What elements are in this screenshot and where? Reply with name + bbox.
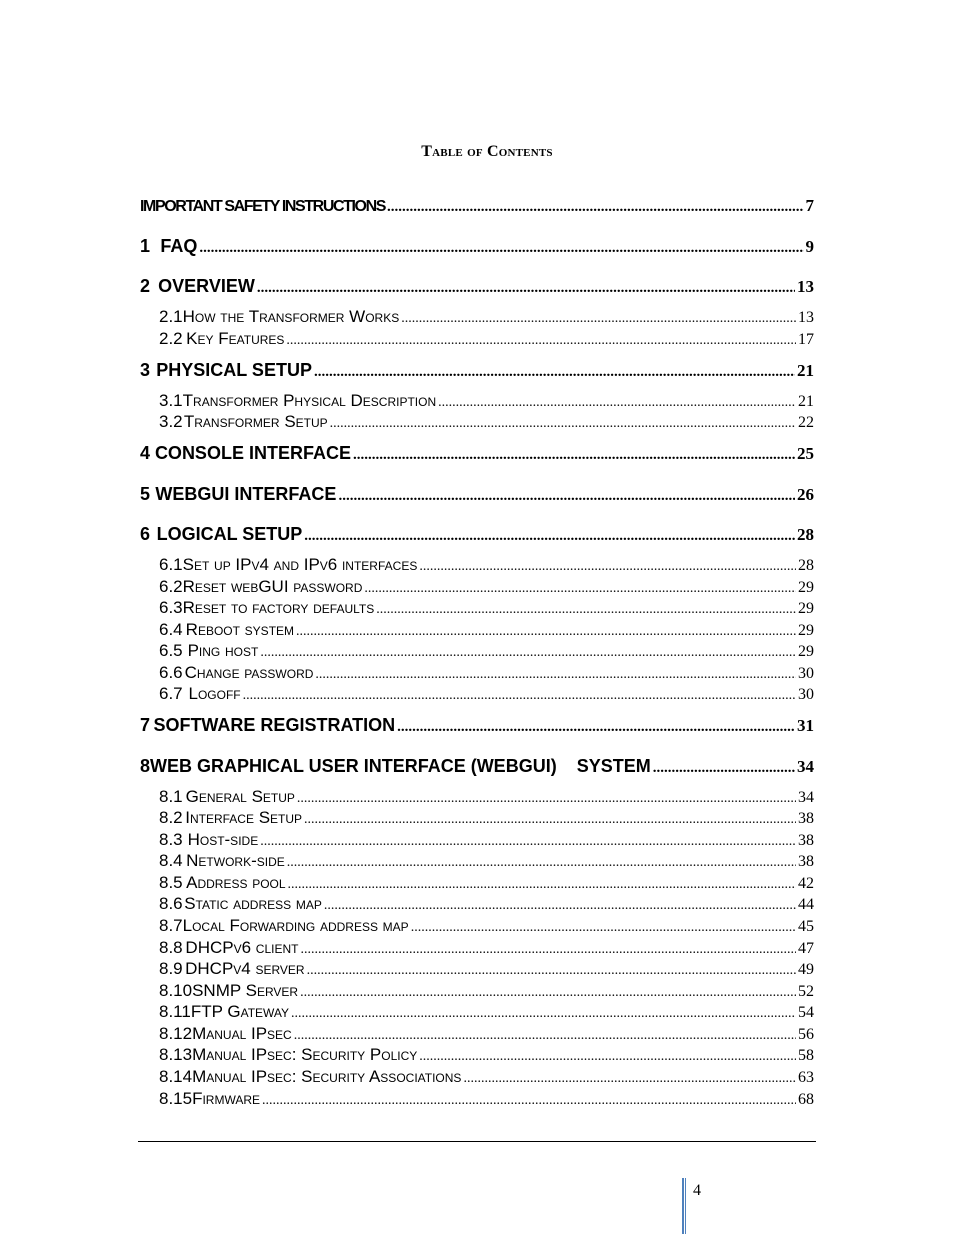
- toc-entry-label: General Setup: [185, 787, 295, 806]
- page-number-bar: [682, 1178, 684, 1234]
- toc-entry-number: 8.14: [159, 1067, 193, 1086]
- toc-entry-page: 13: [798, 309, 814, 326]
- toc-entry-page: 68: [798, 1091, 814, 1108]
- toc-entry-section[interactable]: [159, 808, 814, 830]
- toc-entry-section[interactable]: [159, 981, 814, 1003]
- toc-entry-section[interactable]: [159, 916, 814, 938]
- toc-entry-section[interactable]: [159, 663, 814, 685]
- dot-leader: [288, 877, 796, 893]
- dot-leader: [315, 667, 796, 683]
- toc-entry-number: 6: [140, 524, 151, 544]
- toc-entry-number: 8.6: [159, 894, 183, 913]
- toc-entry-section[interactable]: [159, 1024, 814, 1046]
- toc-entry-number: 1: [140, 236, 151, 256]
- dot-leader: [397, 719, 795, 736]
- dot-leader: [262, 1093, 796, 1109]
- toc-entry-number: 7: [140, 715, 151, 735]
- toc-entry-page: 44: [798, 896, 814, 913]
- toc-entry-label: Interface Setup: [185, 808, 303, 827]
- toc-entry-label: Local Forwarding address map: [182, 916, 409, 935]
- toc-entry-label: Host-side: [187, 830, 259, 849]
- toc-entry-page: 28: [798, 557, 814, 574]
- dot-leader: [294, 1028, 796, 1044]
- toc-entry-number: 8.9: [159, 959, 183, 978]
- toc-entry-label: CONSOLE INTERFACE: [154, 443, 351, 463]
- toc-entry-section[interactable]: [159, 684, 814, 706]
- toc-entry-number: 8.15: [159, 1089, 193, 1108]
- toc-entry-label: Reboot system: [185, 620, 295, 639]
- toc-entry-section[interactable]: [159, 412, 814, 434]
- dot-leader: [297, 791, 796, 807]
- toc-entry-section[interactable]: [159, 830, 814, 852]
- toc-entry-chapter[interactable]: [140, 443, 814, 465]
- dot-leader: [314, 364, 795, 381]
- toc-entry-page: 42: [798, 875, 814, 892]
- toc-entry-page: 30: [798, 665, 814, 682]
- toc-entry-number: 8.4: [159, 851, 183, 870]
- toc-entry-label: WEBGUI INTERFACE: [155, 484, 337, 504]
- dot-leader: [387, 199, 803, 216]
- toc-entry-page: 26: [797, 485, 814, 504]
- dot-leader: [353, 447, 795, 464]
- toc-entry-label: Set up IPv4 and IPv6 interfaces: [182, 555, 418, 574]
- toc-entry-label: LOGICAL SETUP: [156, 524, 303, 544]
- toc-entry-number: 8.7: [159, 916, 183, 935]
- dot-leader: [304, 528, 795, 545]
- dot-leader: [260, 834, 796, 850]
- toc-entry-section[interactable]: [159, 787, 814, 809]
- toc-entry-label: Manual IPsec: [192, 1024, 292, 1043]
- toc-entry-page: 38: [798, 832, 814, 849]
- toc-entry-label: Logoff: [188, 684, 241, 703]
- toc-entry-number: 8.8: [159, 938, 183, 957]
- toc-entry-label: PHYSICAL SETUP: [156, 360, 312, 380]
- toc-entry-number: 8.2: [159, 808, 183, 827]
- toc-entry-page: 52: [798, 983, 814, 1000]
- toc-entry-number: 8.10: [159, 981, 193, 1000]
- toc-entry-label: Transformer Setup: [183, 412, 328, 431]
- dot-leader: [300, 985, 796, 1001]
- dot-leader: [419, 559, 796, 575]
- toc-entry-number: 6.2: [159, 577, 183, 596]
- toc-entry-section[interactable]: [159, 329, 814, 351]
- toc-entry-page: 21: [797, 361, 814, 380]
- dot-leader: [286, 333, 796, 349]
- toc-entry-label: Ping host: [187, 641, 259, 660]
- dot-leader: [257, 280, 795, 297]
- toc-entry-section[interactable]: [159, 555, 814, 577]
- dot-leader: [296, 624, 796, 640]
- toc-entry-section[interactable]: [159, 851, 814, 873]
- toc-entry-number: 6.7: [159, 684, 183, 703]
- toc-entry-label: WEB GRAPHICAL USER INTERFACE (WEBGUI) SYSTEM: [150, 756, 651, 776]
- toc-entry-section[interactable]: [159, 873, 814, 895]
- footer-rule: [138, 1141, 816, 1142]
- dot-leader: [199, 240, 803, 257]
- toc-entry-page: 34: [798, 789, 814, 806]
- toc-entry-safety[interactable]: [140, 196, 814, 218]
- toc-entry-number: 5: [140, 484, 151, 504]
- dot-leader: [330, 416, 796, 432]
- toc-entry-page: 58: [798, 1047, 814, 1064]
- dot-leader: [463, 1071, 796, 1087]
- toc-entry-label: Manual IPsec: Security Policy: [192, 1045, 418, 1064]
- toc-entry-section[interactable]: [159, 577, 814, 599]
- dot-leader: [338, 488, 795, 505]
- toc-entry-section[interactable]: [159, 598, 814, 620]
- toc-entry-section[interactable]: [159, 1089, 814, 1111]
- toc-entry-number: 6.1: [159, 555, 183, 574]
- toc-entry-page: 29: [798, 600, 814, 617]
- toc-entry-section[interactable]: [159, 307, 814, 329]
- page-number-bar-inner: [685, 1178, 686, 1234]
- toc-entry-number: 2.1: [159, 307, 183, 326]
- toc-entry-label: IMPORTANT SAFETY INSTRUCTIONS: [140, 198, 386, 215]
- toc-entry-page: 34: [797, 757, 814, 776]
- toc-entry-number: 8.13: [159, 1045, 193, 1064]
- toc-entry-number: 6.3: [159, 598, 183, 617]
- toc-entry-label: FAQ: [160, 236, 198, 256]
- toc-entry-label: OVERVIEW: [158, 276, 255, 296]
- toc-entry-page: 22: [798, 414, 814, 431]
- toc-entry-label: SOFTWARE REGISTRATION: [153, 715, 396, 735]
- dot-leader: [287, 855, 796, 871]
- toc-entry-page: 45: [798, 918, 814, 935]
- toc-entry-label: DHCPv6 client: [185, 938, 299, 957]
- toc-entry-number: 6.6: [159, 663, 183, 682]
- toc-entry-section[interactable]: [159, 620, 814, 642]
- toc-entry-page: 21: [798, 393, 814, 410]
- dot-leader: [411, 920, 796, 936]
- dot-leader: [300, 942, 796, 958]
- toc-entry-section[interactable]: [159, 1067, 814, 1089]
- toc-entry-page: 9: [805, 237, 814, 256]
- toc-entry-number: 3.2: [159, 412, 183, 431]
- toc-entry-number: 8.5: [159, 873, 183, 892]
- toc-entry-page: 38: [798, 810, 814, 827]
- toc-entry-page: 63: [798, 1069, 814, 1086]
- toc-entry-label: Key Features: [186, 329, 285, 348]
- toc-entry-section[interactable]: [159, 938, 814, 960]
- page-number: 4: [693, 1182, 701, 1199]
- toc-entry-label: Static address map: [184, 894, 322, 913]
- toc-entry-section[interactable]: [159, 959, 814, 981]
- toc-entry-number: 4: [140, 443, 151, 463]
- toc-entry-page: 30: [798, 686, 814, 703]
- dot-leader: [324, 898, 796, 914]
- toc-entry-number: 3.1: [159, 391, 183, 410]
- toc-entry-label: Reset to factory defaults: [182, 598, 375, 617]
- toc-entry-number: 6.4: [159, 620, 183, 639]
- toc-title: Table of Contents: [421, 143, 553, 160]
- toc-entry-number: 8: [140, 756, 151, 776]
- toc-entry-page: 13: [797, 277, 814, 296]
- dot-leader: [291, 1006, 796, 1022]
- toc-entry-label: Manual IPsec: Security Associations: [192, 1067, 462, 1086]
- toc-entry-page: 7: [805, 196, 814, 215]
- toc-entry-label: SNMP Server: [192, 981, 299, 1000]
- toc-entry-section[interactable]: [159, 1045, 814, 1067]
- toc-entry-number: 2.2: [159, 329, 183, 348]
- toc-entry-section[interactable]: [159, 391, 814, 413]
- toc-entry-number: 8.11: [159, 1002, 191, 1021]
- toc-entry-chapter[interactable]: [140, 360, 814, 382]
- toc-entry-page: 29: [798, 579, 814, 596]
- toc-entry-page: 29: [798, 622, 814, 639]
- toc-entry-chapter[interactable]: [140, 484, 814, 506]
- toc-entry-section[interactable]: [159, 1002, 814, 1024]
- dot-leader: [419, 1049, 796, 1065]
- toc-entry-chapter[interactable]: [140, 276, 814, 298]
- toc-entry-section[interactable]: [159, 894, 814, 916]
- toc-entry-page: 47: [798, 940, 814, 957]
- toc-entry-page: 54: [798, 1004, 814, 1021]
- toc-entry-number: 8.1: [159, 787, 183, 806]
- toc-entry-chapter[interactable]: [140, 756, 814, 778]
- toc-entry-page: 49: [798, 961, 814, 978]
- dot-leader: [438, 395, 796, 411]
- dot-leader: [401, 311, 796, 327]
- toc-entry-page: 25: [797, 444, 814, 463]
- toc-entry-label: Change password: [184, 663, 314, 682]
- toc-entry-label: Network-side: [186, 851, 285, 870]
- toc-entry-label: FTP Gateway: [190, 1002, 290, 1021]
- toc-entry-page: 28: [797, 525, 814, 544]
- toc-entry-page: 17: [798, 331, 814, 348]
- toc-entry-label: Address pool: [186, 873, 286, 892]
- dot-leader: [243, 688, 796, 704]
- toc-entry-number: 8.3: [159, 830, 183, 849]
- toc-entry-label: How the Transformer Works: [182, 307, 400, 326]
- toc-entry-number: 6.5: [159, 641, 183, 660]
- toc-entry-page: 29: [798, 643, 814, 660]
- toc-entry-page: 56: [798, 1026, 814, 1043]
- toc-entry-chapter[interactable]: [140, 715, 814, 737]
- toc-entry-label: DHCPv4 server: [185, 959, 305, 978]
- toc-entry-page: 38: [798, 853, 814, 870]
- toc-entry-page: 31: [797, 716, 814, 735]
- dot-leader: [307, 963, 796, 979]
- toc-entry-chapter[interactable]: [140, 236, 814, 258]
- toc-entry-label: Reset webGUI password: [182, 577, 363, 596]
- toc-entry-number: 2: [140, 276, 151, 296]
- toc-entry-chapter[interactable]: [140, 524, 814, 546]
- dot-leader: [304, 812, 796, 828]
- dot-leader: [376, 602, 796, 618]
- toc-entry-number: 3: [140, 360, 151, 380]
- dot-leader: [364, 581, 796, 597]
- toc-entry-label: Firmware: [192, 1089, 261, 1108]
- toc-entry-number: 8.12: [159, 1024, 193, 1043]
- dot-leader: [260, 645, 796, 661]
- dot-leader: [653, 760, 795, 777]
- toc-entry-label: Transformer Physical Description: [182, 391, 437, 410]
- toc-entry-section[interactable]: [159, 641, 814, 663]
